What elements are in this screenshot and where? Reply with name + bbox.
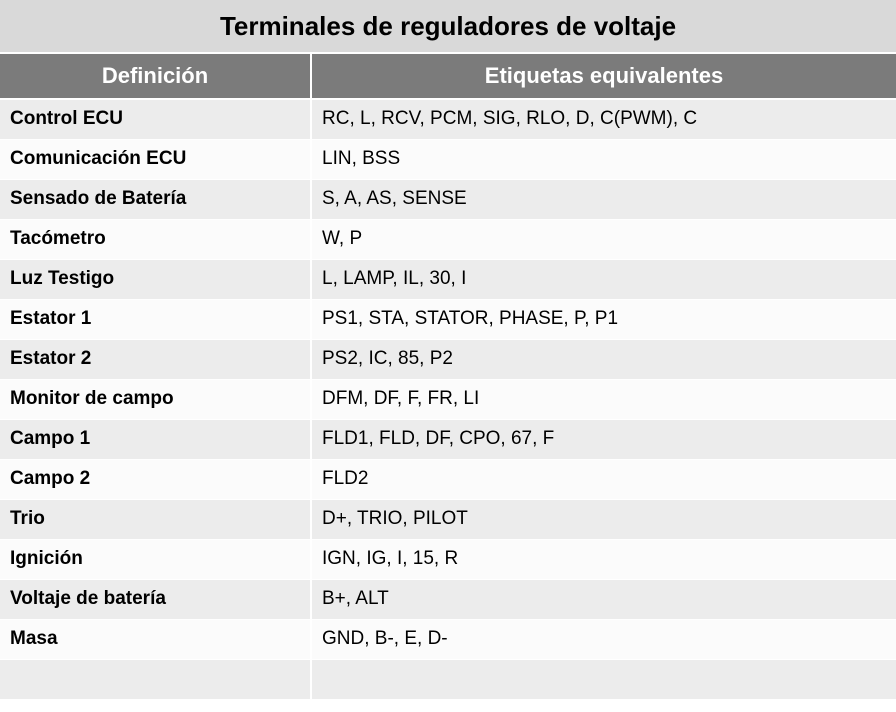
- cell-etiquetas: PS2, IC, 85, P2: [311, 339, 896, 379]
- cell-definicion: Tacómetro: [0, 219, 311, 259]
- cell-etiquetas: RC, L, RCV, PCM, SIG, RLO, D, C(PWM), C: [311, 99, 896, 139]
- cell-definicion: Ignición: [0, 539, 311, 579]
- cell-definicion: Estator 2: [0, 339, 311, 379]
- table-row: [0, 579, 896, 619]
- table-row: [0, 99, 896, 139]
- cell-etiquetas: GND, B-, E, D-: [311, 619, 896, 659]
- cell-etiquetas: LIN, BSS: [311, 139, 896, 179]
- column-header-etiquetas: Etiquetas equivalentes: [311, 53, 896, 99]
- table-row: [0, 179, 896, 219]
- table-row: [0, 139, 896, 179]
- table-row: [0, 339, 896, 379]
- cell-definicion: Sensado de Batería: [0, 179, 311, 219]
- cell-etiquetas: S, A, AS, SENSE: [311, 179, 896, 219]
- table-row: [0, 659, 896, 699]
- cell-etiquetas: PS1, STA, STATOR, PHASE, P, P1: [311, 299, 896, 339]
- table-row: [0, 219, 896, 259]
- cell-etiquetas: [311, 659, 896, 699]
- cell-definicion: Campo 2: [0, 459, 311, 499]
- cell-definicion: [0, 659, 311, 699]
- cell-etiquetas: FLD2: [311, 459, 896, 499]
- cell-definicion: Luz Testigo: [0, 259, 311, 299]
- table-row: [0, 499, 896, 539]
- table-title: Terminales de reguladores de voltaje: [0, 0, 896, 53]
- table-header-row: [0, 53, 896, 99]
- cell-definicion: Campo 1: [0, 419, 311, 459]
- cell-etiquetas: W, P: [311, 219, 896, 259]
- table-head: [0, 0, 896, 99]
- cell-definicion: Voltaje de batería: [0, 579, 311, 619]
- table-title-row: [0, 0, 896, 53]
- table-row: [0, 379, 896, 419]
- cell-etiquetas: B+, ALT: [311, 579, 896, 619]
- column-header-definicion: Definición: [0, 53, 311, 99]
- table-body: [0, 99, 896, 699]
- table-row: [0, 419, 896, 459]
- cell-definicion: Estator 1: [0, 299, 311, 339]
- table-row: [0, 299, 896, 339]
- cell-etiquetas: L, LAMP, IL, 30, I: [311, 259, 896, 299]
- cell-etiquetas: DFM, DF, F, FR, LI: [311, 379, 896, 419]
- cell-definicion: Monitor de campo: [0, 379, 311, 419]
- cell-definicion: Trio: [0, 499, 311, 539]
- cell-definicion: Control ECU: [0, 99, 311, 139]
- cell-definicion: Masa: [0, 619, 311, 659]
- table-row: [0, 259, 896, 299]
- table-row: [0, 459, 896, 499]
- cell-etiquetas: D+, TRIO, PILOT: [311, 499, 896, 539]
- table-row: [0, 619, 896, 659]
- cell-etiquetas: FLD1, FLD, DF, CPO, 67, F: [311, 419, 896, 459]
- cell-etiquetas: IGN, IG, I, 15, R: [311, 539, 896, 579]
- cell-definicion: Comunicación ECU: [0, 139, 311, 179]
- table-row: [0, 539, 896, 579]
